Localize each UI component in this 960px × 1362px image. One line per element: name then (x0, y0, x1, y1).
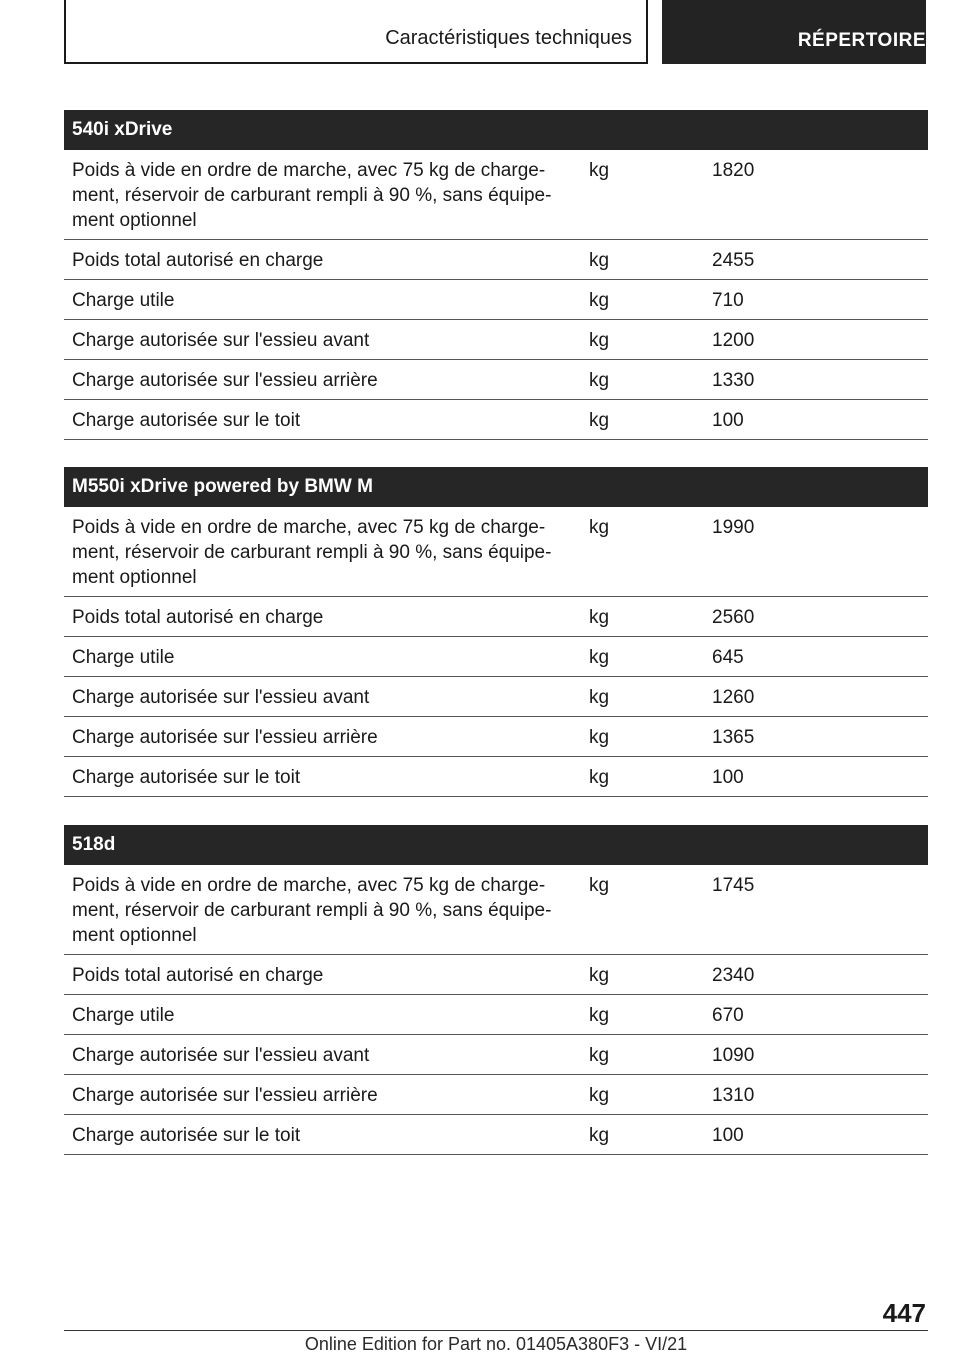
row-unit: kg (589, 647, 610, 668)
row-unit: kg (589, 1005, 610, 1026)
spec-table-title: 518d (64, 825, 928, 865)
row-unit: kg (589, 290, 610, 311)
row-unit: kg (589, 330, 610, 351)
row-label: Charge autorisée sur l'essieu arrière (72, 1085, 378, 1106)
row-label: Charge autorisée sur le toit (72, 410, 301, 431)
row-unit: kg (589, 370, 610, 391)
row-unit: kg (589, 687, 610, 708)
row-label: Charge autorisée sur l'essieu avant (72, 1045, 370, 1066)
row-label: Charge autorisée sur le toit (72, 767, 301, 788)
row-unit: kg (589, 517, 610, 538)
row-label: Poids total autorisé en charge (72, 965, 324, 986)
row-label: Poids total autorisé en charge (72, 607, 324, 628)
row-unit: kg (589, 1085, 610, 1106)
section-title-text: Caractéristiques techniques (385, 27, 632, 49)
row-label: Charge autorisée sur l'essieu arrière (72, 370, 378, 391)
row-unit: kg (589, 607, 610, 628)
table-row (64, 150, 928, 240)
row-value: 100 (712, 1125, 744, 1146)
row-value: 1330 (712, 370, 755, 391)
table-row (64, 1115, 928, 1155)
spec-table-518d (64, 825, 928, 1155)
row-value: 645 (712, 647, 744, 668)
row-unit: kg (589, 250, 610, 271)
table-row (64, 995, 928, 1035)
table-row (64, 717, 928, 757)
row-unit: kg (589, 410, 610, 431)
table-row (64, 320, 928, 360)
row-value: 100 (712, 410, 744, 431)
table-row (64, 677, 928, 717)
spec-table-540i (64, 110, 928, 440)
row-label: Charge autorisée sur l'essieu arrière (72, 727, 378, 748)
row-label: Charge utile (72, 647, 175, 668)
table-row (64, 240, 928, 280)
table-row (64, 865, 928, 955)
footer-edition-text: Online Edition for Part no. 01405A380F3 - VI/21 (304, 1334, 688, 1354)
header-chapter-tab[interactable] (662, 0, 926, 64)
chapter-tab-label: RÉPERTOIRE (797, 30, 926, 51)
row-unit: kg (589, 875, 610, 896)
row-unit: kg (589, 965, 610, 986)
table-row (64, 1035, 928, 1075)
row-value: 1090 (712, 1045, 755, 1066)
row-unit: kg (589, 727, 610, 748)
row-value: 100 (712, 767, 744, 788)
table-row (64, 1075, 928, 1115)
table-row (64, 280, 928, 320)
row-unit: kg (589, 767, 610, 788)
row-value: 1260 (712, 687, 755, 708)
spec-table-title: 540i xDrive (64, 110, 928, 150)
row-value: 670 (712, 1005, 744, 1026)
row-value: 1990 (712, 517, 755, 538)
table-row (64, 757, 928, 797)
row-value: 1310 (712, 1085, 755, 1106)
row-unit: kg (589, 160, 610, 181)
row-label: Poids à vide en ordre de marche, avec 75 kg de charge-ment, réservoir de carburant rempli à 90 %, sans équipe-ment optionnel (72, 160, 552, 231)
footer-divider (64, 1330, 928, 1331)
header-section-title (64, 0, 648, 64)
row-label: Charge utile (72, 1005, 175, 1026)
row-value: 1365 (712, 727, 755, 748)
row-unit: kg (589, 1125, 610, 1146)
row-value: 710 (712, 290, 744, 311)
row-value: 2340 (712, 965, 755, 986)
row-label: Poids total autorisé en charge (72, 250, 324, 271)
row-unit: kg (589, 1045, 610, 1066)
row-label: Poids à vide en ordre de marche, avec 75 kg de charge-ment, réservoir de carburant rempli à 90 %, sans équipe-ment optionnel (72, 517, 552, 588)
row-label: Charge autorisée sur l'essieu avant (72, 330, 370, 351)
row-label: Charge autorisée sur le toit (72, 1125, 301, 1146)
table-row (64, 360, 928, 400)
row-value: 1200 (712, 330, 755, 351)
page-number: 447 (882, 1298, 926, 1328)
row-label: Charge autorisée sur l'essieu avant (72, 687, 370, 708)
spec-table-m550i (64, 467, 928, 797)
row-value: 2560 (712, 607, 755, 628)
spec-table-title: M550i xDrive powered by BMW M (64, 467, 928, 507)
row-value: 2455 (712, 250, 755, 271)
table-row (64, 400, 928, 440)
table-row (64, 637, 928, 677)
table-row (64, 507, 928, 597)
row-value: 1745 (712, 875, 755, 896)
table-row (64, 955, 928, 995)
row-label: Charge utile (72, 290, 175, 311)
row-label: Poids à vide en ordre de marche, avec 75 kg de charge-ment, réservoir de carburant rempli à 90 %, sans équipe-ment optionnel (72, 875, 552, 946)
table-row (64, 597, 928, 637)
row-value: 1820 (712, 160, 755, 181)
